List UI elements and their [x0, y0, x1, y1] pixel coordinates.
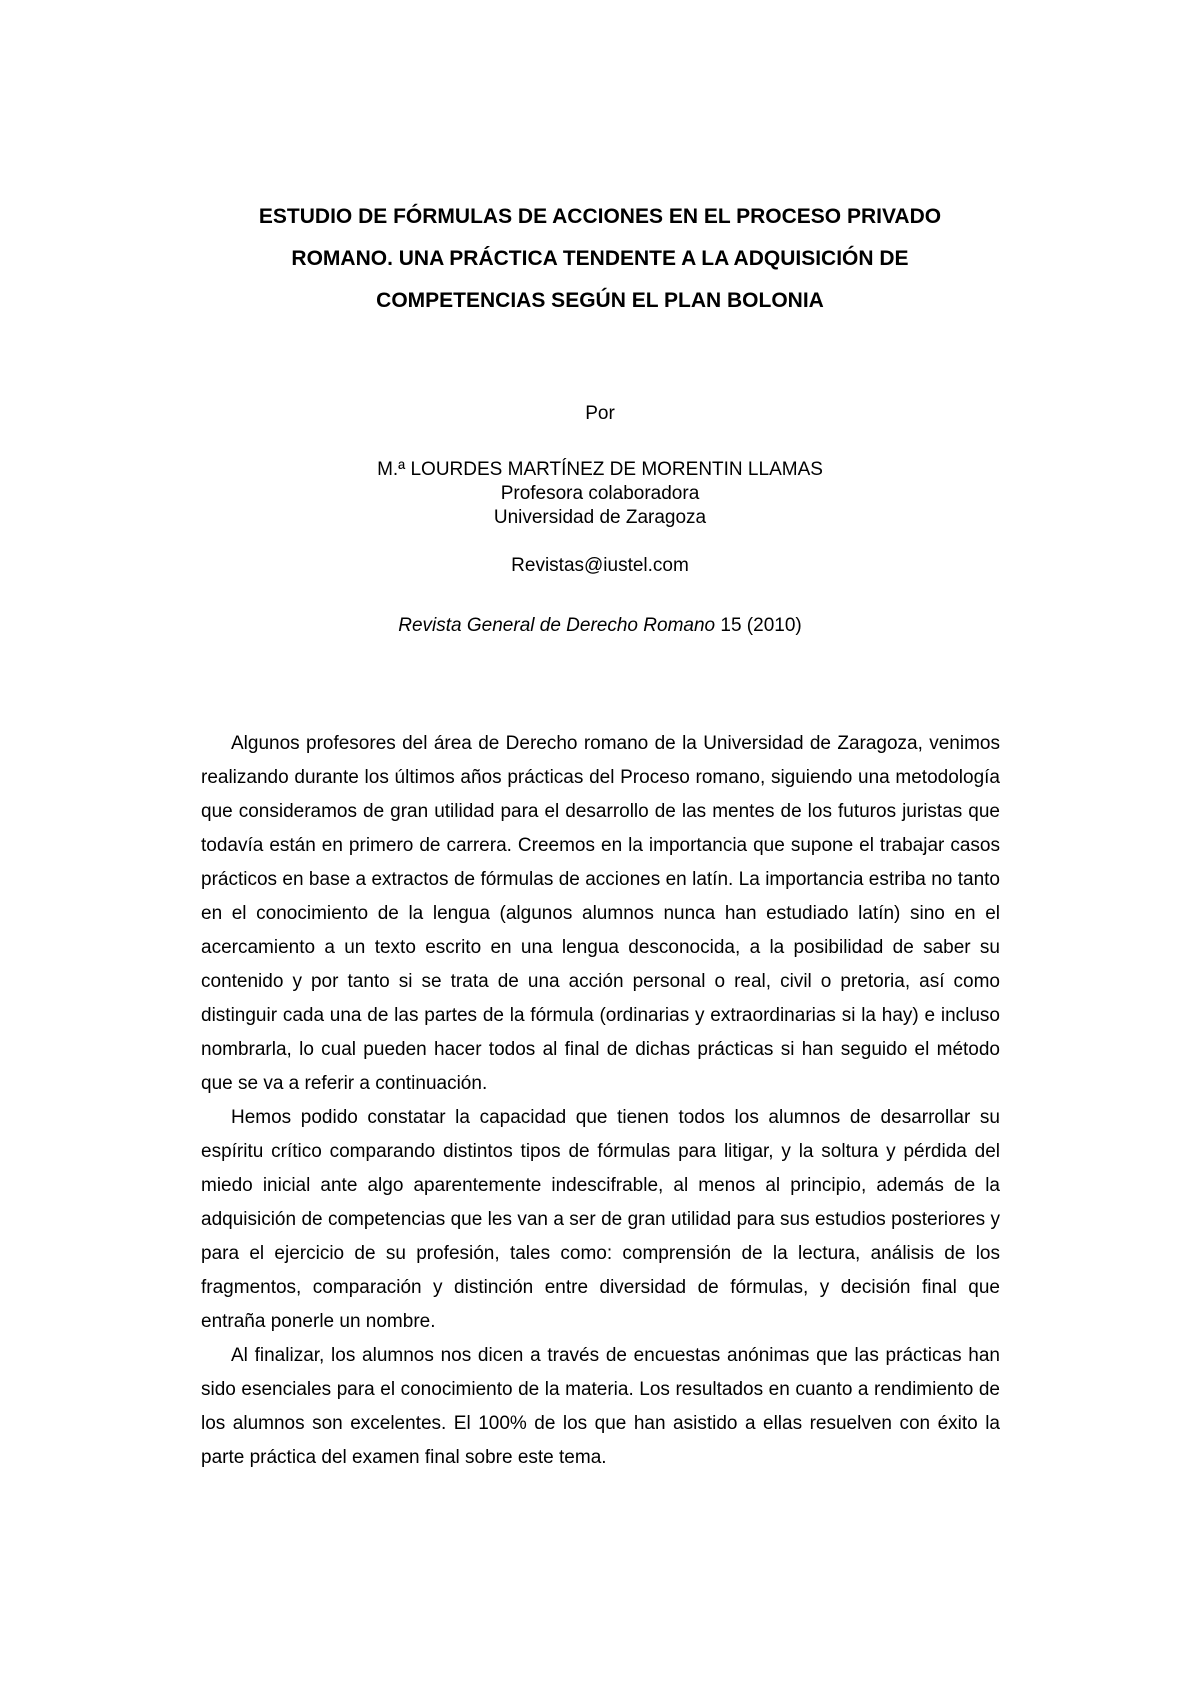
author-affiliation: Universidad de Zaragoza — [493, 507, 707, 528]
journal-name: Revista General de Derecho Romano — [398, 615, 716, 636]
journal-issue: 15 (2010) — [715, 615, 802, 636]
body-paragraph: Algunos profesores del área de Derecho romano de la Universidad de Zaragoza, venimos realizando durante los últimos años prácticas del Proceso romano, siguiendo una metodología que consideramos de gran utilidad para el desarrollo de las mentes de los futuros juristas que todavía están en primero de carrera. Creemos en la importancia que supone el trabajar casos prácticos en base a extractos de fórmulas de acciones en latín. La importancia estriba no tanto en el conocimiento de la lengua (algunos alumnos nunca han estudiado latín) sino en el acercamiento a un texto escrito en una lengua desconocida, a la posibilidad de saber su contenido y por tanto si se trata de una acción personal o real, civil o pretoria, así como distinguir cada una de las partes de la fórmula (ordinarias y extraordinarias si la hay) e incluso nombrarla, lo cual pueden hacer todos al final de dichas prácticas si han seguido el método que se va a referir a continuación. — [201, 733, 1000, 1094]
author-block — [0, 458, 1200, 530]
title-line: ESTUDIO DE FÓRMULAS DE ACCIONES EN EL PROCESO PRIVADO — [258, 205, 942, 228]
author-position: Profesora colaboradora — [500, 483, 700, 504]
title-line: ROMANO. UNA PRÁCTICA TENDENTE A LA ADQUISICIÓN DE — [291, 247, 909, 270]
article-title — [160, 196, 1040, 322]
article-body — [201, 727, 1000, 1475]
author-name: M.ª LOURDES MARTÍNEZ DE MORENTIN LLAMAS — [377, 459, 823, 480]
by-label: Por — [585, 403, 615, 424]
body-paragraph: Hemos podido constatar la capacidad que tienen todos los alumnos de desarrollar su espíritu crítico comparando distintos tipos de fórmulas para litigar, y la soltura y pérdida del miedo inicial ante algo aparentemente indescifrable, al menos al principio, además de la adquisición de competencias que les van a ser de gran utilidad para sus estudios posteriores y para el ejercicio de su profesión, tales como: comprensión de la lectura, análisis de los fragmentos, comparación y distinción entre diversidad de fórmulas, y decisión final que entraña ponerle un nombre. — [201, 1107, 1000, 1332]
contact-email: Revistas@iustel.com — [511, 555, 689, 576]
title-line: COMPETENCIAS SEGÚN EL PLAN BOLONIA — [376, 289, 824, 312]
body-paragraph: Al finalizar, los alumnos nos dicen a través de encuestas anónimas que las prácticas han sido esenciales para el conocimiento de la materia. Los resultados en cuanto a rendimiento de los alumnos son excelentes. El 100% de los que han asistido a ellas resuelven con éxito la parte práctica del examen final sobre este tema. — [201, 1345, 1000, 1468]
journal-citation — [0, 614, 1200, 638]
